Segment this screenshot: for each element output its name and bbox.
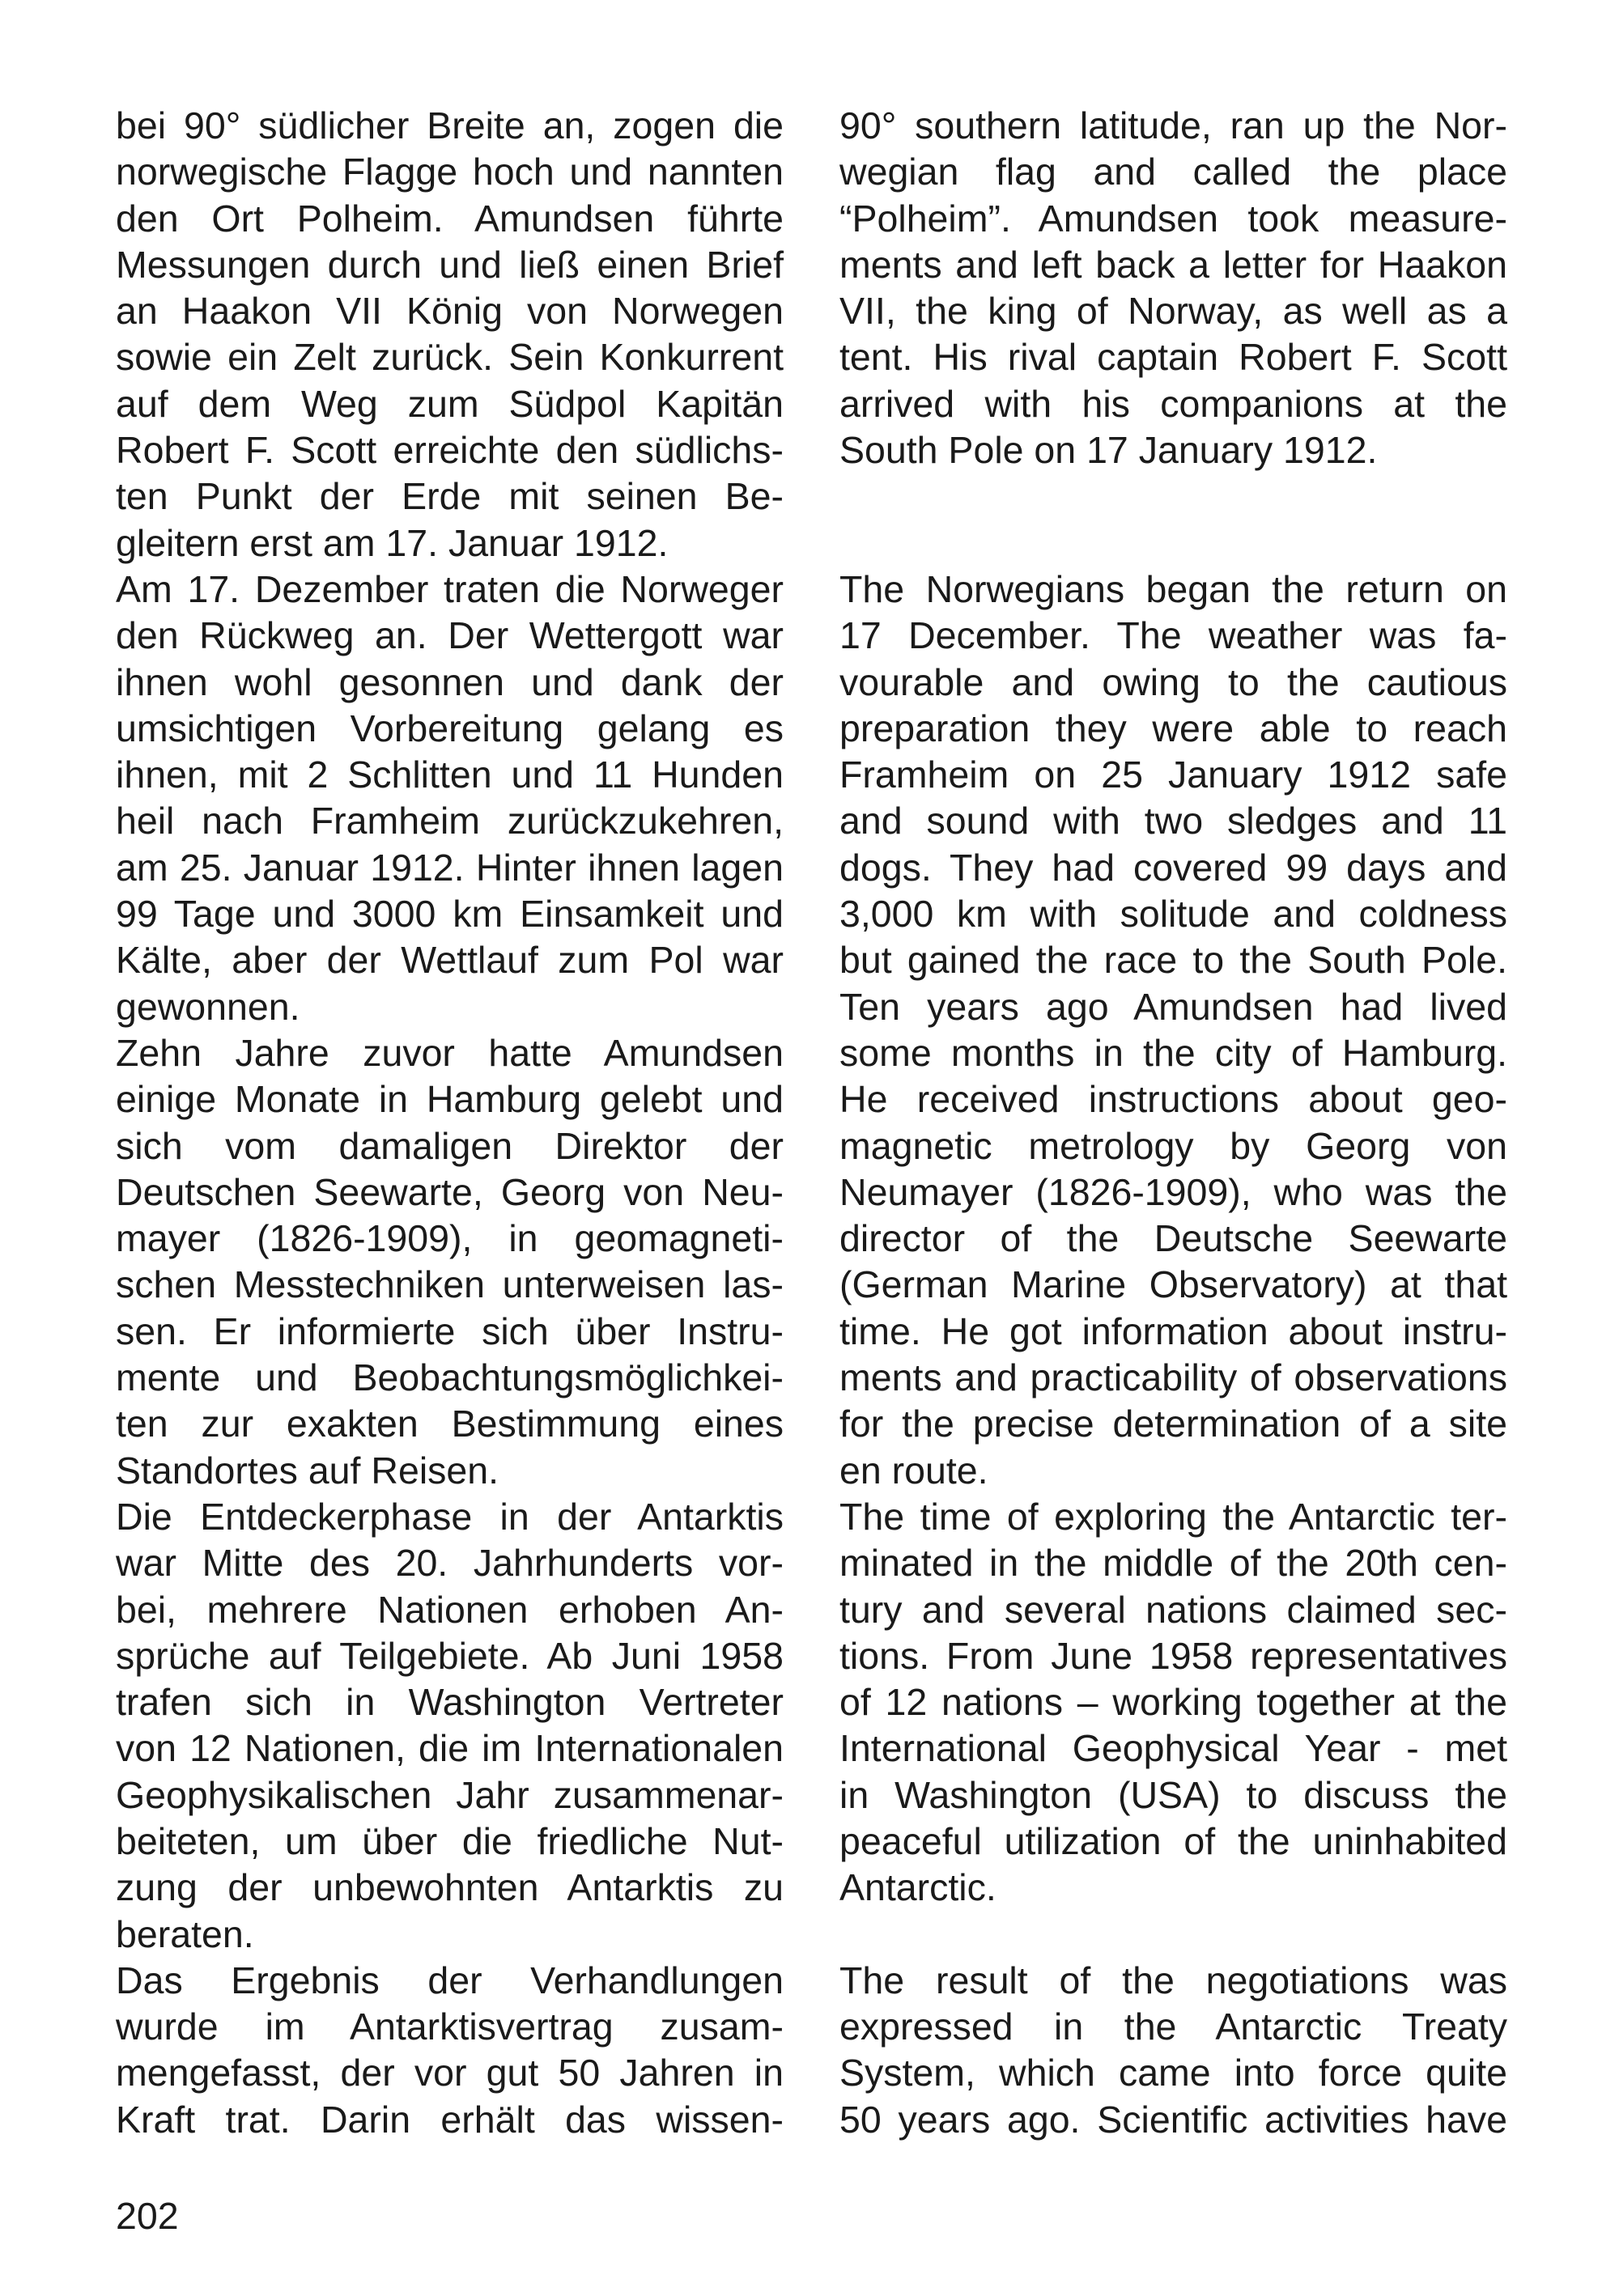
text-line: Ten years ago Amundsen had lived [839, 985, 1507, 1028]
text-line: Neumayer (1826-1909), who was the [839, 1170, 1507, 1213]
text-line: tent. His rival captain Robert F. Scott [839, 336, 1507, 379]
text-line: trafen sich in Washington Vertreter [116, 1681, 784, 1724]
text-line: some months in the city of Hamburg. [839, 1031, 1507, 1074]
text-line: The Norwegians began the return on [839, 567, 1507, 610]
text-line: The time of exploring the Antarctic ter- [839, 1495, 1507, 1538]
text-line: auf dem Weg zum Südpol Kapitän [116, 382, 784, 425]
text-line: beraten. [116, 1912, 254, 1955]
text-line: heil nach Framheim zurückzukehren, [116, 800, 784, 842]
text-line: ihnen, mit 2 Schlitten und 11 Hunden [116, 753, 784, 796]
blank-line [839, 520, 1507, 567]
text-line: von 12 Nationen, die im Internationalen [116, 1727, 784, 1770]
text-line: dogs. They had covered 99 days and [839, 846, 1507, 889]
text-line: 3,000 km with solitude and coldness [839, 893, 1507, 936]
text-line: mayer (1826-1909), in geomagneti- [116, 1217, 784, 1260]
text-line: ten Punkt der Erde mit seinen Be- [116, 475, 784, 518]
text-line: Kraft trat. Darin erhält das wissen- [116, 2098, 784, 2141]
text-line: The result of the negotiations was [839, 1959, 1507, 2001]
text-line: sich vom damaligen Direktor der [116, 1124, 784, 1167]
text-line: vourable and owing to the cautious [839, 660, 1507, 703]
text-line: minated in the middle of the 20th cen- [839, 1542, 1507, 1585]
text-line: arrived with his companions at the [839, 382, 1507, 425]
text-line: (German Marine Observatory) at that [839, 1263, 1507, 1306]
text-line: System, which came into force quite [839, 2052, 1507, 2094]
text-line: of 12 nations – working together at the [839, 1681, 1507, 1724]
text-line: sen. Er informierte sich über Instru- [116, 1309, 784, 1352]
text-line: wurde im Antarktisvertrag zusam- [116, 2005, 784, 2048]
text-line: am 25. Januar 1912. Hinter ihnen lagen [116, 846, 784, 889]
text-line: Framheim on 25 January 1912 safe [839, 753, 1507, 796]
text-line: ihnen wohl gesonnen und dank der [116, 660, 784, 703]
text-line: South Pole on 17 January 1912. [839, 429, 1378, 472]
text-line: 99 Tage und 3000 km Einsamkeit und [116, 893, 784, 936]
text-line: 17 December. The weather was fa- [839, 614, 1507, 657]
text-line: umsichtigen Vorbereitung gelang es [116, 707, 784, 749]
text-line: Das Ergebnis der Verhandlungen [116, 1959, 784, 2001]
text-line: gewonnen. [116, 985, 300, 1028]
text-line: for the precise determination of a site [839, 1403, 1507, 1445]
blank-line [839, 1912, 1507, 1958]
text-line: “Polheim”. Amundsen took measure- [839, 197, 1507, 240]
text-line: Antarctic. [839, 1866, 996, 1909]
text-line: magnetic metrology by Georg von [839, 1124, 1507, 1167]
text-line: war Mitte des 20. Jahrhunderts vor- [116, 1542, 784, 1585]
text-line: Robert F. Scott erreichte den südlichs- [116, 429, 784, 472]
text-line: den Ort Polheim. Amundsen führte [116, 197, 784, 240]
blank-line [839, 473, 1507, 520]
text-line: mente und Beobachtungsmöglichkei- [116, 1356, 784, 1399]
text-line: peaceful utilization of the uninhabited [839, 1819, 1507, 1862]
text-line: Messungen durch und ließ einen Brief [116, 243, 784, 286]
text-line: beiteten, um über die friedliche Nut- [116, 1819, 784, 1862]
text-line: ments and left back a letter for Haakon [839, 243, 1507, 286]
text-line: time. He got information about instru- [839, 1309, 1507, 1352]
text-line: Standortes auf Reisen. [116, 1449, 499, 1492]
text-line: tury and several nations claimed sec- [839, 1588, 1507, 1631]
text-line: den Rückweg an. Der Wettergott war [116, 614, 784, 657]
text-line: zung der unbewohnten Antarktis zu [116, 1866, 784, 1909]
text-line: en route. [839, 1449, 988, 1492]
text-line: and sound with two sledges and 11 [839, 800, 1507, 842]
text-line: 90° southern latitude, ran up the Nor- [839, 104, 1507, 146]
text-line: ments and practicability of observations [839, 1356, 1507, 1399]
text-line: Kälte, aber der Wettlauf zum Pol war [116, 939, 784, 982]
text-line: Am 17. Dezember traten die Norweger [116, 567, 784, 610]
text-line: norwegische Flagge hoch und nannten [116, 151, 784, 193]
german-text-column [116, 103, 784, 2143]
text-line: Deutschen Seewarte, Georg von Neu- [116, 1170, 784, 1213]
text-line: preparation they were able to reach [839, 707, 1507, 749]
text-line: He received instructions about geo- [839, 1078, 1507, 1121]
text-line: schen Messtechniken unterweisen las- [116, 1263, 784, 1306]
text-line: einige Monate in Hamburg gelebt und [116, 1078, 784, 1121]
text-line: 50 years ago. Scientific activities have [839, 2098, 1507, 2141]
text-line: Zehn Jahre zuvor hatte Amundsen [116, 1031, 784, 1074]
text-line: bei 90° südlicher Breite an, zogen die [116, 104, 784, 146]
text-line: director of the Deutsche Seewarte [839, 1217, 1507, 1260]
text-line: in Washington (USA) to discuss the [839, 1773, 1507, 1816]
text-line: mengefasst, der vor gut 50 Jahren in [116, 2052, 784, 2094]
text-line: expressed in the Antarctic Treaty [839, 2005, 1507, 2048]
text-line: VII, the king of Norway, as well as a [839, 290, 1507, 333]
text-line: sowie ein Zelt zurück. Sein Konkurrent [116, 336, 784, 379]
text-line: wegian flag and called the place [839, 151, 1507, 193]
text-line: International Geophysical Year - met [839, 1727, 1507, 1770]
text-line: gleitern erst am 17. Januar 1912. [116, 521, 669, 564]
text-line: sprüche auf Teilgebiete. Ab Juni 1958 [116, 1634, 784, 1677]
text-line: Geophysikalischen Jahr zusammenar- [116, 1773, 784, 1816]
text-line: bei, mehrere Nationen erhoben An- [116, 1588, 784, 1631]
text-line: an Haakon VII König von Norwegen [116, 290, 784, 333]
text-line: ten zur exakten Bestimmung eines [116, 1403, 784, 1445]
text-line: tions. From June 1958 representatives [839, 1634, 1507, 1677]
page-number: 202 [116, 2195, 179, 2237]
text-line: but gained the race to the South Pole. [839, 939, 1507, 982]
text-line: Die Entdeckerphase in der Antarktis [116, 1495, 784, 1538]
english-text-column [839, 103, 1507, 2143]
